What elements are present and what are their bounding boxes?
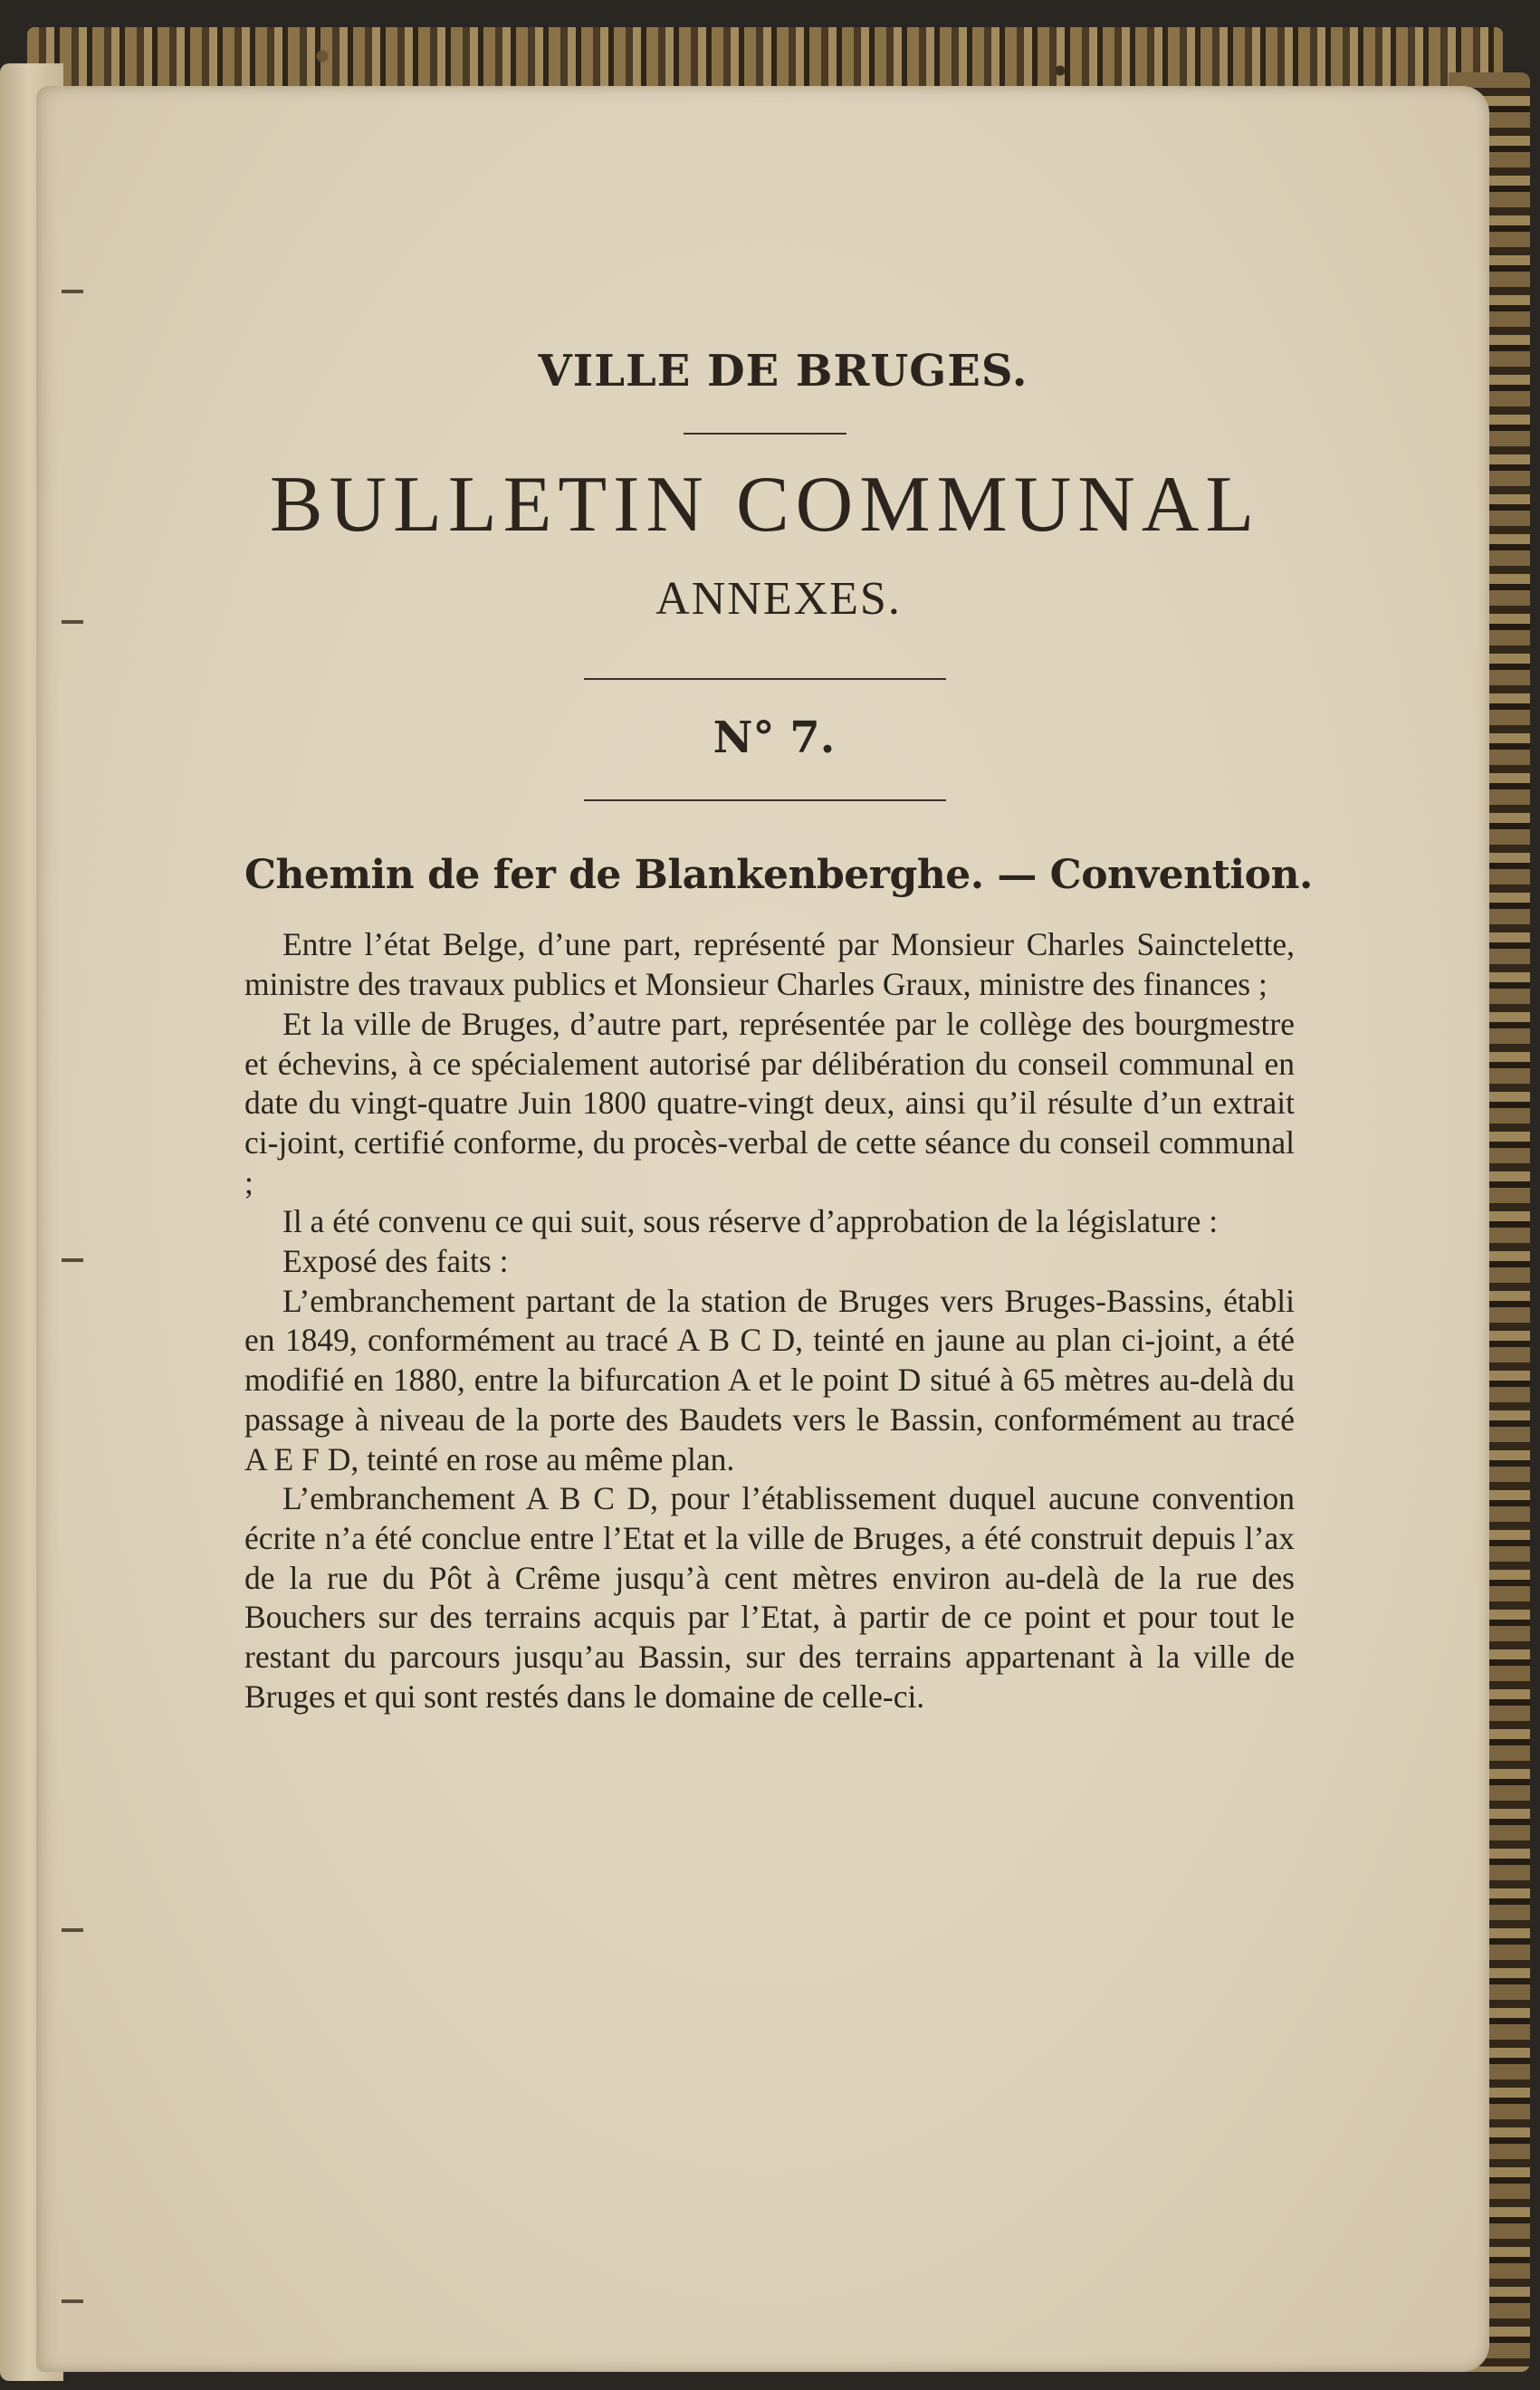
- paragraph: L’embranchement partant de la station de Bruges vers Bruges-Bassins, établi en 1849, conformément au tracé A B C D, teinté en jaune au plan ci-joint, a été modifié en 1880, entre la bifurcation A et le point D situé à 65 mètres au-delà du passage à niveau de la porte des Baudets vers le Bassin, conformément au tracé A E F D, teinté en rose au même plan.: [244, 1282, 1295, 1477]
- binding-stitch: [62, 1928, 83, 1932]
- binding-stitch: [62, 290, 83, 293]
- city-title: VILLE DE BRUGES.: [538, 346, 1028, 397]
- article-heading: Chemin de fer de Blankenberghe. — Convention.: [244, 852, 1313, 899]
- article-body: [244, 925, 1295, 1716]
- divider-rule: [584, 678, 946, 680]
- divider-rule: [684, 433, 847, 435]
- paragraph: Et la ville de Bruges, d’autre part, représentée par le collège des bourgmestre et échevins, à ce spécialement autorisé par délibération du conseil communal en date du vingt-quatre Juin 1800 quatre-vingt deux, ainsi qu’il résulte d’un extrait ci-joint, certifié conforme, du procès-verbal de cette séance du conseil communal ;: [244, 1005, 1295, 1200]
- paragraph: Exposé des faits :: [282, 1243, 509, 1280]
- paragraph: Il a été convenu ce qui suit, sous réserve d’approbation de la législature :: [282, 1203, 1219, 1240]
- annexes-subtitle: ANNEXES.: [655, 573, 902, 626]
- paragraph: Entre l’état Belge, d’une part, représenté par Monsieur Charles Sainctelette, ministre des travaux publics et Monsieur Charles Graux, ministre des finances ;: [244, 926, 1295, 1003]
- binding-stitch: [62, 620, 83, 624]
- page-content: [235, 326, 1313, 1716]
- bulletin-title: BULLETIN COMMUNAL: [269, 461, 1261, 549]
- issue-number: N° 7.: [713, 712, 836, 764]
- binding-stitch: [62, 1258, 83, 1262]
- paragraph: L’embranchement A B C D, pour l’établissement duquel aucune convention écrite n’a été conclue entre l’Etat et la ville de Bruges, a été construit depuis l’ax de la rue du Pôt à Crême jusqu’à cent mètres environ au-delà de la rue des Bouchers sur des terrains acquis par l’Etat, à partir de ce point et pour tout le restant du parcours jusqu’au Bassin, sur des terrains appartenant à la ville de Bruges et qui sont restés dans le domaine de celle-ci.: [244, 1480, 1295, 1715]
- binding-stitch: [62, 2299, 83, 2303]
- divider-rule: [584, 799, 946, 801]
